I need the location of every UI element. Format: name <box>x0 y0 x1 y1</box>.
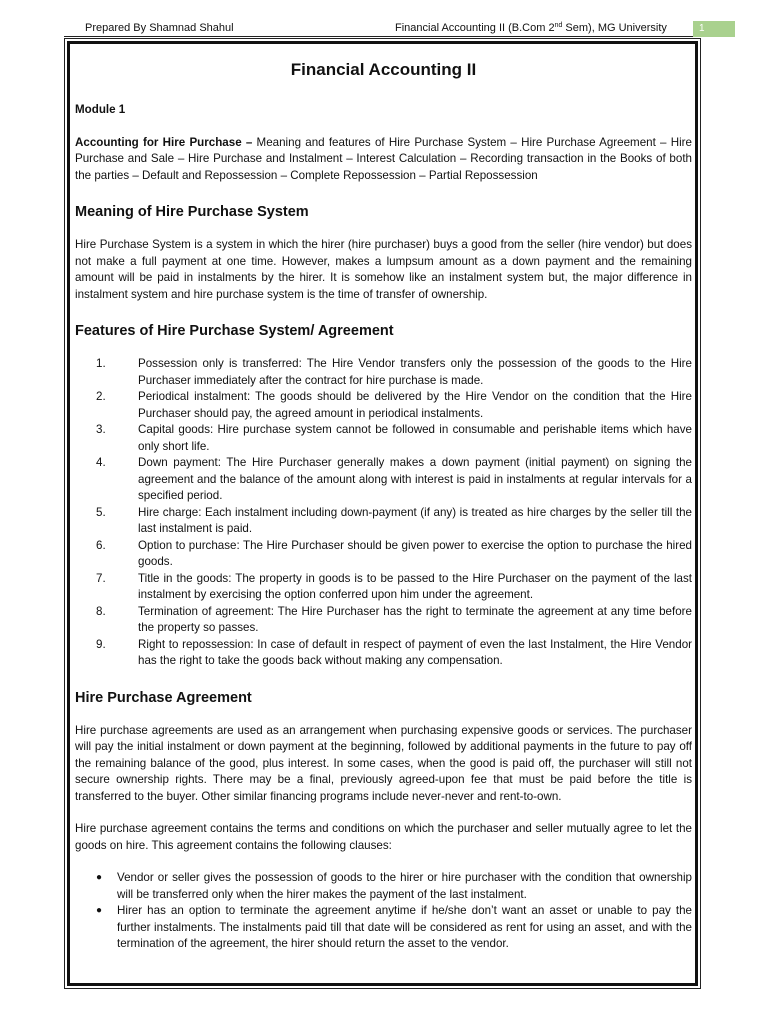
list-text: Title in the goods: The property in goods is to be passed to the Hire Purchaser on the payment of the last instalment by exercising the option conferred upon him under the agreement. <box>138 571 692 601</box>
header-rule <box>64 36 693 37</box>
list-text: Periodical instalment: The goods should be delivered by the Hire Vendor on the condition that the Hire Purchaser should pay, the agreed amount in periodical instalments. <box>138 390 692 420</box>
list-item <box>75 389 692 422</box>
meaning-paragraph: Hire Purchase System is a system in which the hirer (hire purchaser) buys a good from the seller (hire vendor) but does not make a full payment at one time. However, makes a lumpsum amount as a down payment and the remaining amount will be paid in instalments by the hirer. It is somehow like an instalment system but, the major difference in instalment system and hire purchase system is the time of transfer of ownership. <box>75 238 692 301</box>
features-list <box>75 356 692 670</box>
list-text: Down payment: The Hire Purchaser generally makes a down payment (initial payment) on signing the agreement and the balance of the amount along with interest is paid in instalments at regular intervals for a specified period. <box>138 456 692 502</box>
list-item <box>75 422 692 455</box>
list-number: 9. <box>96 637 106 651</box>
list-item <box>75 505 692 538</box>
list-number: 7. <box>96 571 106 585</box>
module-label: Module 1 <box>75 103 126 116</box>
list-text: Option to purchase: The Hire Purchaser should be given power to exercise the option to purchase the hired goods. <box>138 538 692 568</box>
agreement-paragraph-2: Hire purchase agreement contains the terms and conditions on which the purchaser and seller mutually agree to let the goods on hire. This agreement contains the following clauses: <box>75 822 692 852</box>
list-number: 5. <box>96 505 106 519</box>
syllabus-text: Meaning and features of Hire Purchase System – Hire Purchase Agreement – Hire Purchase and Sale – Hire Purchase and Instalment – Interest Calculation – Recording transaction in the Books of both the parties – Default and Repossession – Complete Repossession – Partial Repossession <box>75 135 692 182</box>
section-heading-agreement: Hire Purchase Agreement <box>75 689 252 706</box>
header-author: Prepared By Shamnad Shahul <box>85 22 234 34</box>
list-text: Hire charge: Each instalment including down-payment (if any) is treated as hire charges by the seller till the last instalment is paid. <box>138 505 692 535</box>
list-number: 1. <box>96 357 106 370</box>
bullet-icon: ● <box>96 872 103 883</box>
page-number: 1 <box>693 21 735 37</box>
list-number: 8. <box>96 604 106 618</box>
list-text: Capital goods: Hire purchase system cannot be followed in consumable and perishable items which have only short life. <box>138 423 692 453</box>
list-item <box>75 538 692 571</box>
list-item <box>75 604 692 637</box>
list-item <box>75 356 692 389</box>
header-course-suffix: Sem), MG University <box>562 22 667 34</box>
list-text: Termination of agreement: The Hire Purchaser has the right to terminate the agreement at any time before the property so passes. <box>138 604 692 634</box>
agreement-paragraph-1: Hire purchase agreements are used as an arrangement when purchasing expensive goods or services. The purchaser will pay the initial instalment or down payment at the beginning, followed by additional payments in the future to pay off the remaining balance of the good, plus interest. In some cases, when the good is paid off, the purchaser will still not secure ownership rights. There may be a final, previously agreed-upon fee that must be paid before the title is transferred to the buyer. Other similar financing programs include never-never and rent-to-own. <box>75 723 692 803</box>
list-text: Possession only is transferred: The Hire Vendor transfers only the possession of the goods to the Hire Purchaser immediately after the contract for hire purchase is made. <box>138 357 692 387</box>
header-course <box>395 22 667 34</box>
list-text: Vendor or seller gives the possession of goods to the hirer or hire purchaser with the condition that ownership will be transferred only when the hirer makes the payment of the last instalment. <box>117 871 692 901</box>
list-text: Right to repossession: In case of default in respect of payment of even the last Instalment, the Hire Vendor has the right to take the goods back without making any compensation. <box>138 637 692 667</box>
list-item <box>75 903 692 953</box>
syllabus-topic: Accounting for Hire Purchase – <box>75 135 253 149</box>
clauses-list <box>75 870 692 953</box>
list-item <box>75 455 692 505</box>
list-number: 6. <box>96 538 106 552</box>
document-title: Financial Accounting II <box>290 60 477 79</box>
document-body <box>75 58 692 953</box>
list-item <box>75 637 692 670</box>
list-number: 3. <box>96 423 106 436</box>
syllabus-paragraph <box>75 135 692 185</box>
section-heading-features: Features of Hire Purchase System/ Agreement <box>75 323 394 339</box>
list-number: 2. <box>96 390 106 403</box>
header-course-sup: nd <box>554 22 563 29</box>
section-heading-meaning: Meaning of Hire Purchase System <box>75 204 309 220</box>
list-number: 4. <box>96 456 106 469</box>
page-header <box>64 22 735 38</box>
list-text: Hirer has an option to terminate the agreement anytime if he/she don’t want an asset or unable to pay the further instalments. The instalments paid till that date will be considered as rent for using an asset, and with the termination of the agreement, the hirer should return the asset to the vendor. <box>117 904 692 950</box>
bullet-icon: ● <box>96 905 103 916</box>
header-course-prefix: Financial Accounting II (B.Com 2 <box>395 22 555 34</box>
list-item <box>75 870 692 903</box>
list-item <box>75 571 692 604</box>
